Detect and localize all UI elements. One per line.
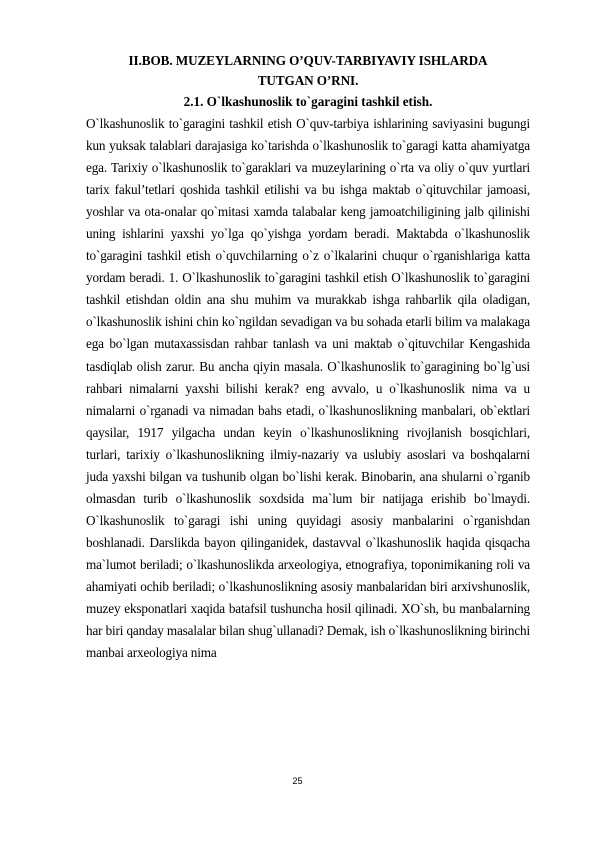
section-title: 2.1. O`lkashunoslik to`garagini tashkil etish. (183, 94, 433, 109)
body-paragraph: O`lkashunoslik to`garagini tashkil etish O`quv-tarbiya ishlarining saviyasini bugungi kun yuksak talablari darajasiga ko`tarishda o`lkashunoslik to`garagi katta ahamiyatga ega. Tarixiy o`lkashunoslik to`garaklari va muzeylarining o`rta va oliy o`quv yurtlari tarix fakul’tetlari qoshida tashkil etilishi va bu ishga maktab o`qituvchilar jamoasi, yoshlar va ota-onalar qo`mitasi xamda talabalar keng jamoatchiligining jalb qilinishi uning ishlarini yaxshi yo`lga qo`yishga yordam beradi. Maktabda o`lkashunoslik to`garagini tashkil etish o`quvchilarning o`z o`lkalarini chuqur o`rganishlariga katta yordam beradi. 1. O`lkashunoslik to`garagini tashkil etish O`lkashunoslik to`garagini tashkil etishdan oldin ana shu muhim va murakkab ishga rahbarlik qila oladigan, o`lkashunoslik ishini chin ko`ngildan sevadigan va bu sohada etarli bilim va malakaga ega bo`lgan mutaxassisdan rahbar tanlash va uni maktab o`qituvchilar Kengashida tasdiqlab olish zarur. Bu ancha qiyin masala. O`lkashunoslik to`garagining bo`lg`usi rahbari nimalarni yaxshi bilishi kerak? eng avvalo, u o`lkashunoslik nima va u nimalarni o`rganadi va nimadan bahs etadi, o`lkashunoslikning manbalari, ob`ektlari qaysilar, 1917 yilgacha undan keyin o`lkashunoslikning rivojlanish bosqichlari, turlari, tarixiy o`lkashunoslikning ilmiy-nazariy va uslubiy asoslari va boshqalarni juda yaxshi bilgan va tushunib olgan bo`lishi kerak. Binobarin, ana shularni o`rganib olmasdan turib o`lkashunoslik soxdsida ma`lum bir natijaga erishib bo`lmaydi. O`lkashunoslik to`garagi ishi uning quyidagi asosiy manbalarini o`rganishdan boshlanadi. Darslikda bayon qilinganidek, dastavval o`lkashunoslik haqida qisqacha ma`lumot beriladi; o`lkashunoslikda arxeologiya, etnografiya, toponimikaning roli va ahamiyati ochib beriladi; o`lkashunoslikning asosiy manbalaridan biri arxivshunoslik, muzey eksponatlari xaqida batafsil tushuncha hosil qilinadi. XO`sh, bu manbalarning har biri qanday masalalar bilan shug`ullanadi? Demak, ish o`lkashunoslikning birinchi manbai arxeologiya nima (86, 116, 530, 661)
document-page (86, 51, 530, 664)
chapter-title (86, 51, 530, 91)
chapter-title-line-2: TUTGAN O’RNI. (257, 73, 359, 88)
page-number: 25 (292, 776, 303, 786)
chapter-title-line-1: II.BOB. MUZEYLARNING O’QUV-TARBIYAVIY ISHLARDA (128, 53, 488, 68)
